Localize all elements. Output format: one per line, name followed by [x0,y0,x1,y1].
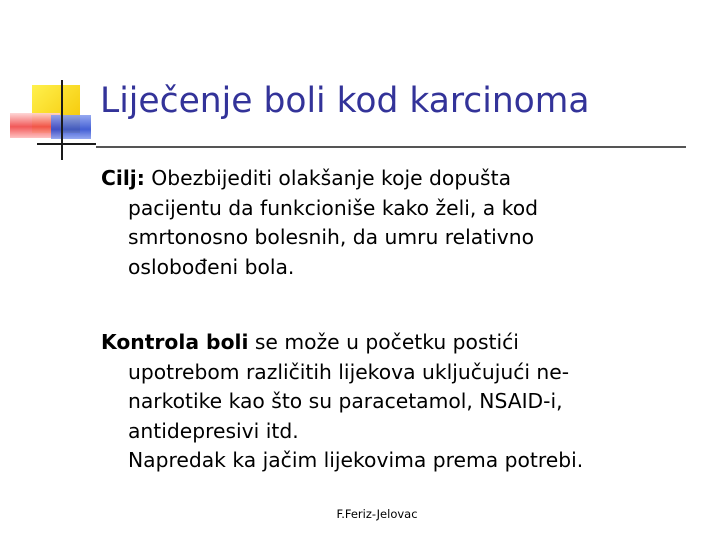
goal-line-2: pacijentu da funkcioniše kako želi, a kod [128,195,538,220]
pain-control-label: Kontrola boli [101,330,249,354]
title-underline [96,146,686,148]
goal-first-line [101,164,701,194]
logo-vertical-line [61,80,63,160]
pain-control-first-line [101,328,701,358]
pain-control-line-1: se može u početku postići [248,330,519,354]
pain-control-line-4: antidepresivi itd. [128,418,299,443]
footer-author: F.Feriz-Jelovac [336,507,418,521]
slide-title: Liječenje boli kod karcinoma [100,81,590,121]
goal-line-3: smrtonosno bolesnih, da umru relativno [128,225,535,249]
goal-line-4: oslobođeni bola. [128,254,295,279]
pain-control-line-3: narkotike kao što su paracetamol, NSAID-i, [128,389,563,413]
goal-line-1: Obezbijediti olakšanje koje dopušta [144,166,512,190]
logo-horizontal-line [37,143,96,145]
goal-label: Cilj: [101,166,145,190]
pain-control-line-5: Napredak ka jačim lijekovima prema potrebi. [128,448,584,472]
pain-control-line-2: upotrebom različitih lijekova uključujući ne- [128,359,570,384]
pain-control-paragraph [101,328,701,476]
goal-paragraph [101,164,701,282]
logo-blue-bar [51,115,91,139]
